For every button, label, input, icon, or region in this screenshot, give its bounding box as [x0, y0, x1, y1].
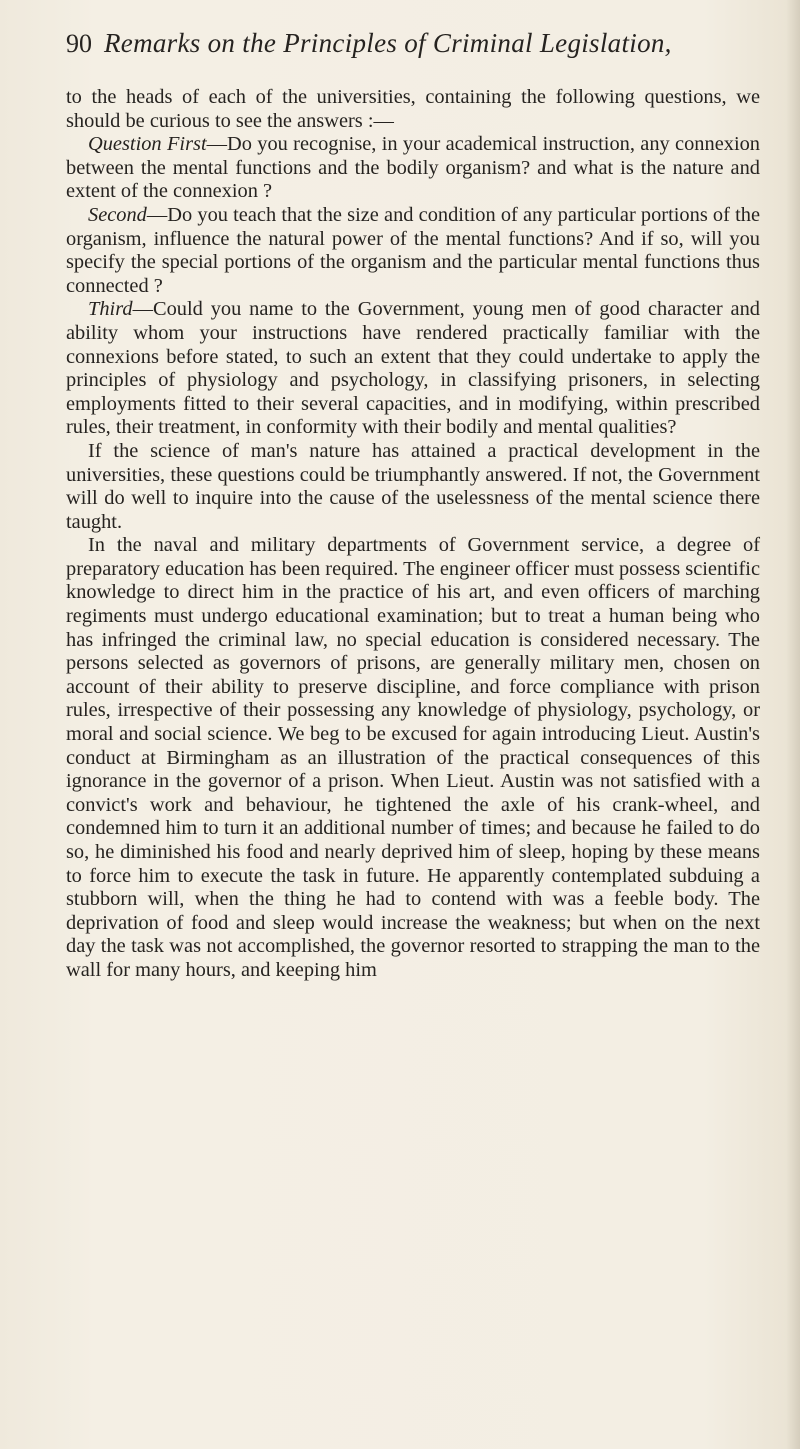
paragraph-question-second	[66, 204, 760, 298]
paragraph-text: If the science of man's nature has attained a practical development in the universities, these questions could be triumphantly answered. If not, the Government will do well to inquire into the cause of the uselessness of the mental science there taught.	[66, 439, 760, 533]
page-number: 90	[66, 29, 92, 58]
paragraph-text: —Do you teach that the size and condition of any particular portions of the organism, influence the natural power of the mental functions? And if so, will you specify the special portions of the organism and the particular mental functions thus connected ?	[66, 203, 760, 297]
paragraph-lead: Second	[88, 203, 147, 226]
running-head	[66, 28, 760, 68]
paragraph-continuation	[66, 86, 760, 133]
paragraph-text: —Could you name to the Government, young men of good character and ability whom your instructions have rendered practically familiar with the connexions before stated, to such an extent that they could undertake to apply the principles of physiology and psychology, in classifying prisoners, in selecting employments fitted to their several capacities, and in modifying, within prescribed rules, their treatment, in conformity with their bodily and mental qualities?	[66, 298, 760, 439]
paragraph-lead: Question First	[88, 133, 207, 156]
paragraph-question-first	[66, 133, 760, 204]
paragraph-text: —Do you recognise, in your academical instruction, any connexion between the mental functions and the bodily organism? and what is the nature and extent of the connexion ?	[66, 133, 760, 203]
paragraph-text: In the naval and military departments of Government service, a degree of preparatory education has been required. The engineer officer must possess scientific knowledge to direct him in the practice of his art, and even officers of marching regiments must undergo educational examination; but to treat a human being who has infringed the criminal law, no special education is considered necessary. The persons selected as governors of prisons, are generally military men, chosen on account of their ability to preserve discipline, and force compliance with prison rules, irrespective of their possessing any knowledge of physiology, psychology, or moral and social science. We beg to be excused for again introducing Lieut. Austin's conduct at Birmingham as an illustration of the practical consequences of this ignorance in the governor of a prison. When Lieut. Austin was not satisfied with a convict's work and behaviour, he tightened the axle of his crank-wheel, and condemned him to turn it an additional number of times; and because he failed to do so, he diminished his food and nearly deprived him of sleep, hoping by these means to force him to execute the task in future. He apparently contemplated subduing a stubborn will, when the thing he had to contend with was a feeble body. The deprivation of food and sleep would increase the weakness; but when on the next day the task was not accomplished, the governor resorted to strapping the man to the wall for many hours, and keeping him	[66, 534, 760, 981]
paragraph-naval-military	[66, 534, 760, 982]
paragraph-lead: Third	[88, 298, 133, 321]
paragraph-text: to the heads of each of the universities, containing the following questions, we should be curious to see the answers :—	[66, 86, 760, 132]
paragraph-question-third	[66, 298, 760, 440]
paragraph-science	[66, 440, 760, 534]
running-head-title: Remarks on the Principles of Criminal Legislation,	[104, 28, 672, 58]
body-text	[66, 86, 760, 983]
